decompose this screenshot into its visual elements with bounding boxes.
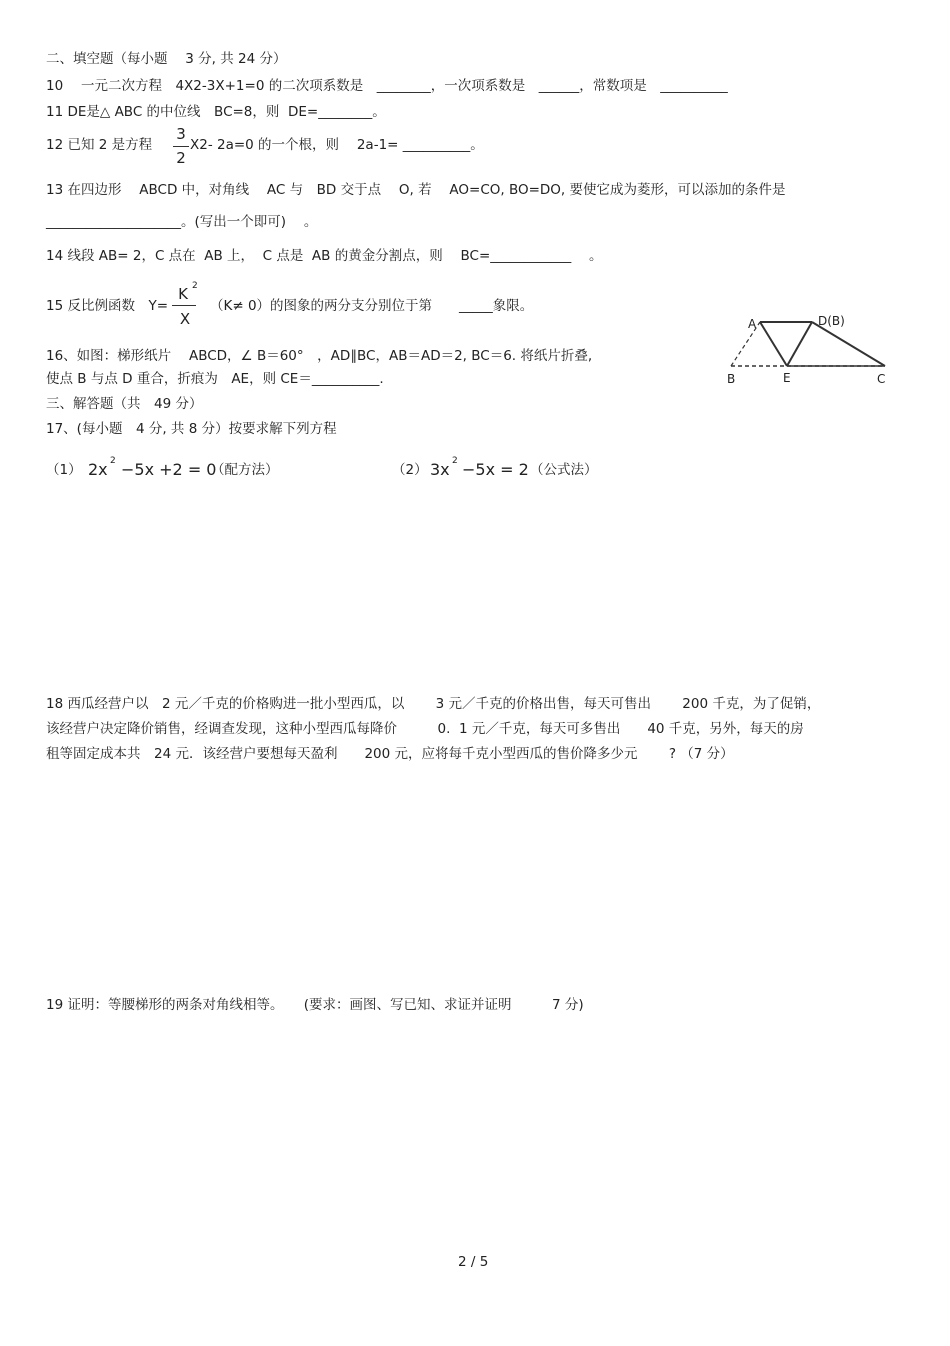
label-e: E (783, 371, 791, 385)
label-b: B (727, 372, 736, 386)
question-14: 14 线段 AB= 2，C 点在 AB 上， C 点是 AB 的黄金分割点，则 BC=____________ 。 (46, 248, 603, 264)
question-13-line-2: ____________________。(写出一个即可) 。 (46, 214, 318, 230)
page-number: 2 / 5 (458, 1254, 489, 1270)
label-d-b: D(B) (818, 314, 845, 328)
question-17: 17、(每小题 4 分, 共 8 分）按要求解下列方程 (46, 421, 337, 437)
question-16-line-2: 使点 B 与点 D 重合，折痕为 AE，则 CE＝__________. (46, 371, 384, 387)
question-18-line-1: 18 西瓜经营户以 2 元／千克的价格购进一批小型西瓜，以 3 元／千克的价格出售，每天可售出 200 千克，为了促销， (46, 696, 821, 712)
section-3-heading: 三、解答题（共 49 分） (46, 396, 203, 412)
question-18-line-3: 租等固定成本共 24 元．该经营户要想每天盈利 200 元，应将每千克小型西瓜的售价降多少元 ? （7 分） (46, 746, 734, 762)
question-16-line-1: 16、如图：梯形纸片 ABCD，∠ B＝60° ，AD∥BC，AB＝AD＝2, BC＝6. 将纸片折叠, (46, 348, 593, 364)
question-10: 10 一元二次方程 4X2-3X+1=0 的二次项系数是 ________，一次项系数是 ______，常数项是 __________ (46, 78, 728, 94)
label-a: A (748, 317, 757, 331)
side-dc (812, 322, 885, 366)
section-2-heading: 二、填空题（每小题 3 分, 共 24 分） (46, 51, 287, 67)
question-11: 11 DE是△ ABC 的中位线 BC=8，则 DE=________。 (46, 104, 386, 120)
question-13-line-1: 13 在四边形 ABCD 中，对角线 AC 与 BD 交于点 O, 若 AO=CO, BO=DO, 要使它成为菱形，可以添加的条件是 (46, 182, 786, 198)
question-18-line-2: 该经营户决定降价销售，经调查发现，这种小型西瓜每降价 0. 1 元／千克，每天可多售出 40 千克，另外，每天的房 (46, 721, 804, 737)
folded-side-eb (787, 322, 812, 366)
label-c: C (877, 372, 886, 386)
crease-ae (760, 322, 787, 366)
question-19: 19 证明：等腰梯形的两条对角线相等。 (要求：画图、写已知、求证并证明 7 分) (46, 997, 584, 1013)
